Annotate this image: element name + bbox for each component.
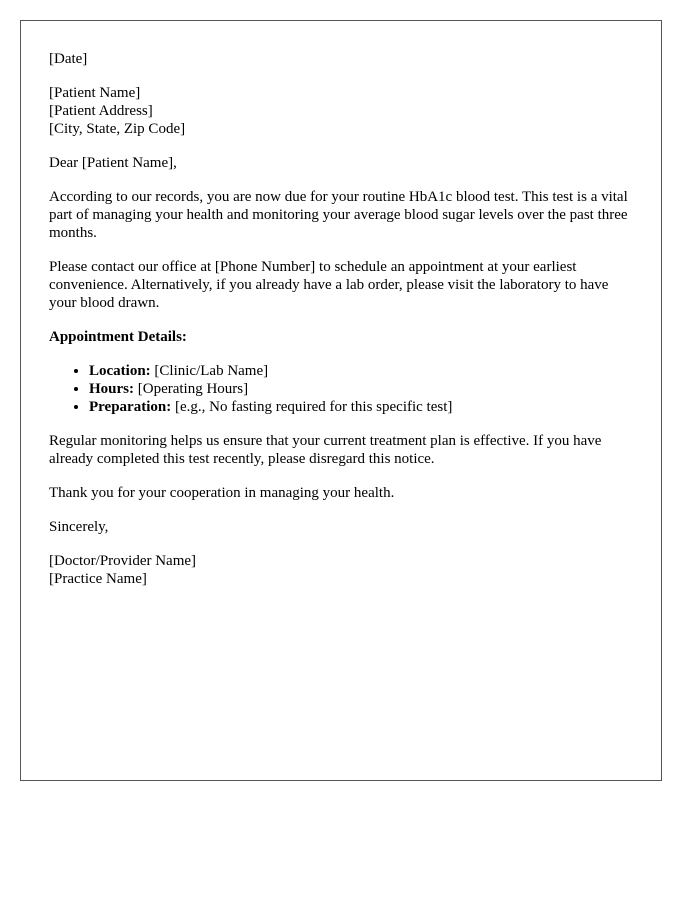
letter-date: [Date] bbox=[49, 51, 88, 67]
body-paragraph-4: Thank you for your cooperation in managing your health. bbox=[49, 485, 395, 501]
salutation: Dear [Patient Name], bbox=[49, 155, 177, 171]
detail-label: Preparation: bbox=[89, 399, 172, 415]
appointment-details-list bbox=[49, 362, 633, 416]
recipient-address: [Patient Address] bbox=[49, 103, 153, 119]
signature-block bbox=[49, 552, 633, 588]
detail-item-hours bbox=[89, 380, 633, 398]
body-paragraph-2: Please contact our office at [Phone Number] to schedule an appointment at your earliest convenience. Alternatively, if you already have a lab order, please visit the laboratory to have your blood drawn. bbox=[49, 259, 609, 311]
detail-value: [Clinic/Lab Name] bbox=[154, 363, 269, 379]
recipient-name: [Patient Name] bbox=[49, 85, 141, 101]
recipient-address-block bbox=[49, 84, 633, 138]
practice-name: [Practice Name] bbox=[49, 571, 147, 587]
body-paragraph-3: Regular monitoring helps us ensure that your current treatment plan is effective. If you have already completed this test recently, please disregard this notice. bbox=[49, 433, 602, 467]
body-paragraph-1: According to our records, you are now due for your routine HbA1c blood test. This test is a vital part of managing your health and monitoring your average blood sugar levels over the past three months. bbox=[49, 189, 628, 241]
detail-value: [Operating Hours] bbox=[137, 381, 249, 397]
letter-page bbox=[20, 20, 662, 781]
appointment-details-heading: Appointment Details: bbox=[49, 329, 187, 345]
provider-name: [Doctor/Provider Name] bbox=[49, 553, 197, 569]
detail-item-location bbox=[89, 362, 633, 380]
detail-item-preparation bbox=[89, 398, 633, 416]
recipient-city-state-zip: [City, State, Zip Code] bbox=[49, 121, 186, 137]
detail-label: Location: bbox=[89, 363, 151, 379]
detail-label: Hours: bbox=[89, 381, 134, 397]
detail-value: [e.g., No fasting required for this specific test] bbox=[174, 399, 453, 415]
closing: Sincerely, bbox=[49, 519, 109, 535]
